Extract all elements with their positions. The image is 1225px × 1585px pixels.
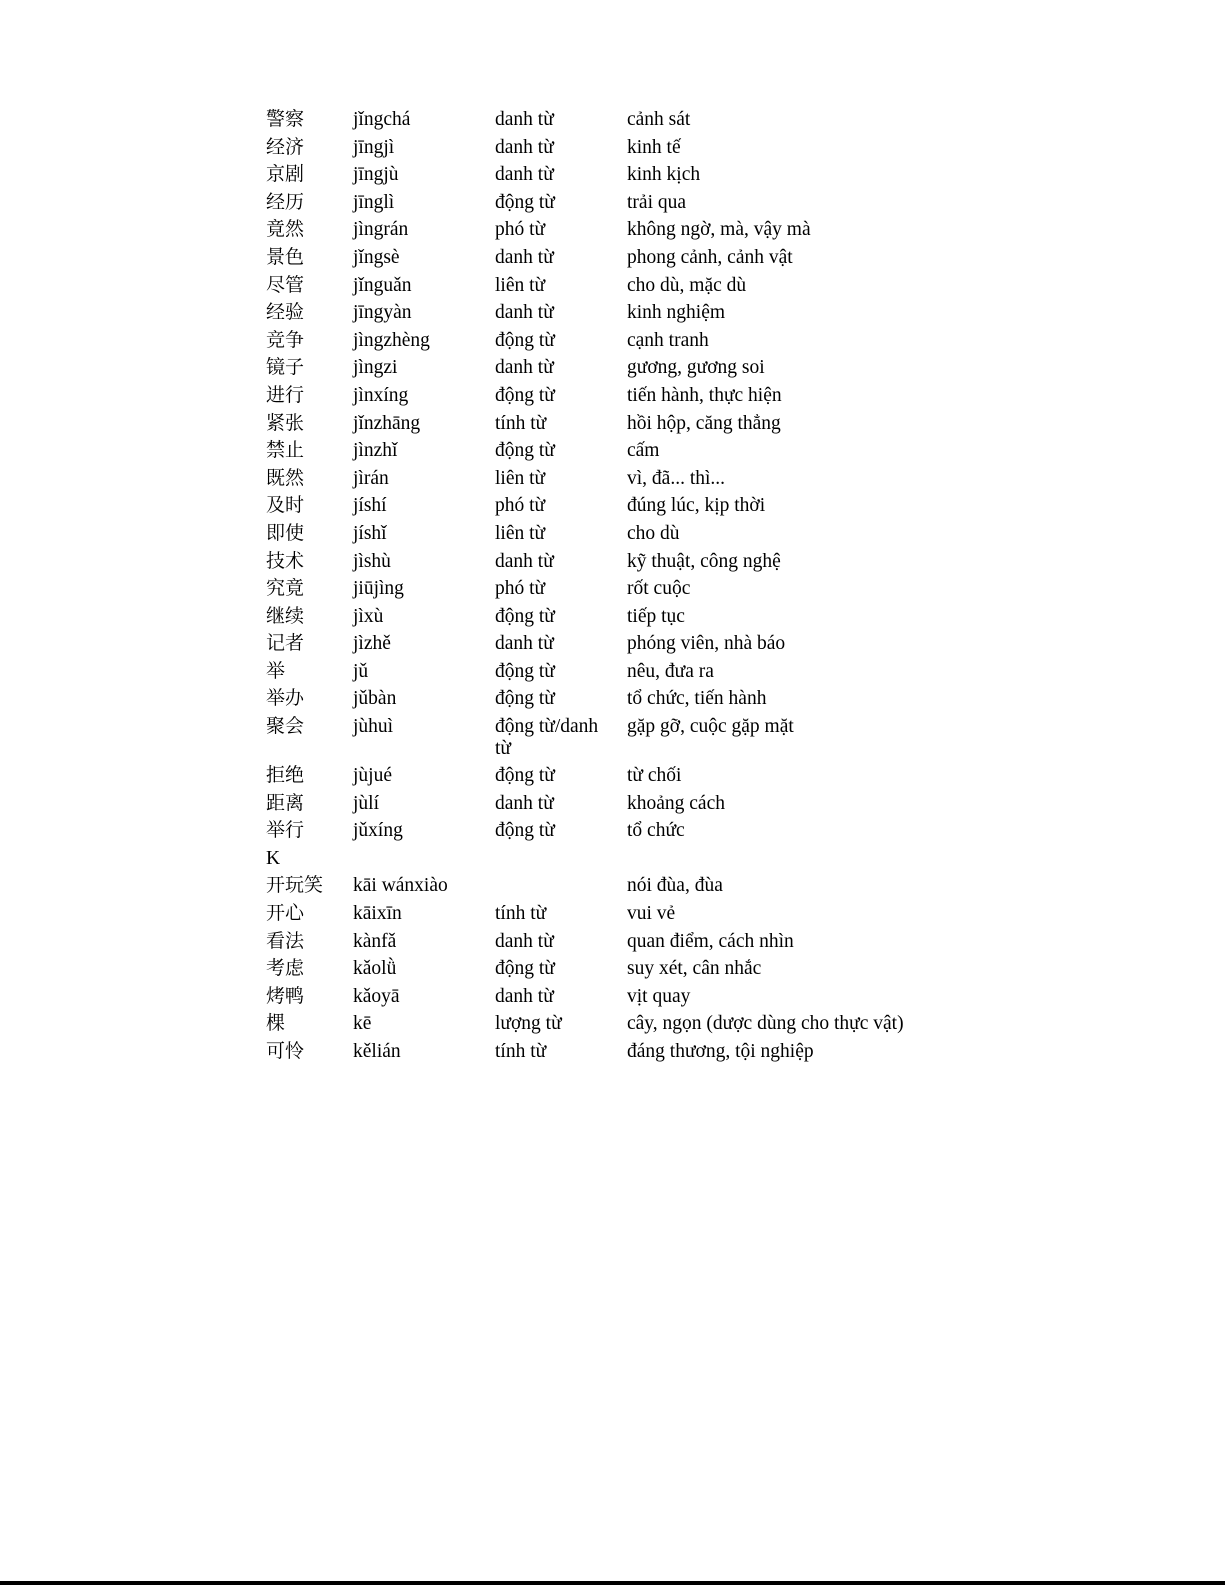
part-of-speech: danh từ [495,985,554,1007]
vocab-row [266,520,966,548]
part-of-speech: liên từ [495,522,546,544]
vocab-row [266,244,966,272]
hanzi: 继续 [266,604,305,627]
meaning: cạnh tranh [627,329,709,351]
meaning: cây, ngọn (dược dùng cho thực vật) [627,1013,904,1035]
meaning: đáng thương, tội nghiệp [627,1041,814,1062]
vocab-row [266,272,966,300]
hanzi: 经验 [266,301,305,324]
vocab-row [266,762,966,790]
part-of-speech: danh từ [495,792,554,814]
meaning: kinh kịch [627,164,701,186]
vocab-row [266,327,966,355]
meaning: trải qua [627,191,687,213]
vocab-row [266,630,966,658]
part-of-speech: động từ [495,958,555,980]
vocab-row [266,410,966,438]
vocab-row [266,106,966,134]
part-of-speech: động từ [495,329,555,351]
meaning: gương, gương soi [627,357,765,379]
hanzi: 京剧 [266,163,305,186]
vocab-row [266,189,966,217]
hanzi: 既然 [266,466,305,489]
hanzi: 技术 [266,549,305,572]
vocab-row [266,658,966,686]
hanzi: 竞争 [266,328,305,351]
part-of-speech: động từ [495,605,555,627]
part-of-speech: phó từ [495,495,546,517]
meaning: khoảng cách [627,792,725,814]
vocab-row [266,382,966,410]
hanzi: 即使 [266,521,305,544]
hanzi: 尽管 [266,273,305,296]
vocab-row [266,603,966,631]
part-of-speech: danh từ [495,136,554,158]
vocab-row [266,872,966,900]
part-of-speech: danh từ [495,357,554,379]
part-of-speech: danh từ [495,633,554,655]
vocab-row [266,790,966,818]
hanzi: 拒绝 [266,764,305,787]
pinyin: jīngjù [353,164,399,186]
pinyin: jíshǐ [353,522,387,544]
pinyin: kǎolǜ [353,958,397,980]
hanzi: 经济 [266,135,305,158]
meaning: cảnh sát [627,109,691,130]
page-bottom-border [0,1581,1225,1585]
part-of-speech: động từ [495,440,555,462]
meaning: tổ chức, tiến hành [627,688,767,710]
part-of-speech: động từ/danh từ [495,716,599,760]
pinyin: kē [353,1013,372,1035]
pinyin: kāi wánxiào [353,875,448,897]
pinyin: kànfǎ [353,930,397,952]
vocab-row [266,817,966,845]
part-of-speech: động từ [495,820,555,842]
hanzi: 举 [266,659,286,682]
meaning: vịt quay [627,985,691,1007]
meaning: tổ chức [627,820,685,842]
part-of-speech: tính từ [495,903,547,925]
vocabulary-list [266,106,966,1066]
part-of-speech: liên từ [495,467,546,489]
meaning: hồi hộp, căng thẳng [627,412,781,434]
pinyin: kǎoyā [353,985,400,1007]
part-of-speech: danh từ [495,930,554,952]
vocab-row [266,437,966,465]
hanzi: 景色 [266,245,305,268]
hanzi: 烤鸭 [266,984,305,1007]
hanzi: 镜子 [266,356,305,379]
vocab-row [266,575,966,603]
part-of-speech: động từ [495,688,555,710]
part-of-speech: danh từ [495,302,554,324]
pinyin: jìngzhèng [353,329,430,351]
hanzi: 禁止 [266,439,305,462]
pinyin: jìnzhǐ [353,440,398,462]
pinyin: jìrán [353,467,389,489]
hanzi: 开玩笑 [266,874,324,897]
meaning: gặp gỡ, cuộc gặp mặt [627,716,794,738]
meaning: tiếp tục [627,605,685,627]
part-of-speech: lượng từ [495,1013,562,1035]
pinyin: jìnxíng [353,384,409,406]
vocab-row [266,492,966,520]
hanzi: 竟然 [266,218,305,241]
meaning: phong cảnh, cảnh vật [627,246,793,268]
pinyin: jǐnguǎn [353,274,412,296]
vocab-row [266,1038,966,1066]
pinyin: jīnglì [353,191,395,213]
vocab-row [266,548,966,576]
pinyin: jìzhě [353,633,391,655]
hanzi: 考虑 [266,957,305,980]
pinyin: jìshù [353,550,391,572]
part-of-speech: liên từ [495,274,546,296]
vocab-row [266,900,966,928]
pinyin: jǔ [353,660,369,682]
pinyin: jìxù [353,605,384,627]
meaning: cấm [627,440,660,462]
pinyin: jīngjì [353,136,395,158]
hanzi: 距离 [266,791,305,814]
section-header-row [266,845,966,873]
part-of-speech: động từ [495,660,555,682]
part-of-speech: động từ [495,384,555,406]
pinyin: jùlí [353,792,380,814]
meaning: nêu, đưa ra [627,660,714,682]
part-of-speech: danh từ [495,109,554,130]
vocab-row [266,983,966,1011]
part-of-speech: phó từ [495,219,546,241]
hanzi: 看法 [266,929,305,952]
hanzi: 聚会 [266,715,305,738]
part-of-speech: động từ [495,191,555,213]
meaning: kinh nghiệm [627,302,726,324]
meaning: kỹ thuật, công nghệ [627,550,781,572]
part-of-speech: tính từ [495,412,547,434]
vocab-row [266,299,966,327]
meaning: quan điểm, cách nhìn [627,930,794,952]
meaning: cho dù, mặc dù [627,274,747,296]
meaning: vì, đã... thì... [627,467,726,489]
pinyin: jīngyàn [353,302,412,324]
hanzi: 经历 [266,190,305,213]
hanzi: 紧张 [266,411,305,434]
pinyin: jìngrán [353,219,409,241]
hanzi: 究竟 [266,577,305,600]
vocab-row [266,955,966,983]
meaning: từ chối [627,765,682,787]
section-letter: K [266,847,281,869]
hanzi: 及时 [266,494,305,517]
vocab-row [266,1010,966,1038]
vocab-row [266,134,966,162]
pinyin: kāixīn [353,903,402,925]
pinyin: jùjué [353,765,392,787]
vocab-row [266,161,966,189]
meaning: kinh tế [627,136,681,158]
meaning: suy xét, cân nhắc [627,958,762,980]
pinyin: jǔxíng [353,820,403,842]
part-of-speech: tính từ [495,1041,547,1062]
pinyin: jǐngchá [353,109,411,130]
vocab-row [266,216,966,244]
meaning: phóng viên, nhà báo [627,633,786,655]
hanzi: 进行 [266,383,305,406]
part-of-speech: động từ [495,765,555,787]
vocab-row [266,713,966,762]
meaning: nói đùa, đùa [627,875,723,897]
vocab-row [266,465,966,493]
meaning: cho dù [627,522,680,544]
vocab-row [266,928,966,956]
vocab-row [266,685,966,713]
hanzi: 开心 [266,902,305,925]
pinyin: jǐnzhāng [353,412,421,434]
pinyin: jíshí [353,495,387,517]
pinyin: jǔbàn [353,688,397,710]
meaning: vui vẻ [627,903,676,925]
hanzi: 记者 [266,632,305,655]
pinyin: jìngzi [353,357,398,379]
meaning: đúng lúc, kịp thời [627,495,766,517]
pinyin: jǐngsè [353,246,400,268]
meaning: tiến hành, thực hiện [627,384,782,406]
hanzi: 举行 [266,819,305,842]
meaning: không ngờ, mà, vậy mà [627,219,811,241]
pinyin: kělián [353,1041,401,1062]
part-of-speech: danh từ [495,164,554,186]
part-of-speech: danh từ [495,246,554,268]
part-of-speech: phó từ [495,578,546,600]
hanzi: 警察 [266,108,305,130]
pinyin: jiūjìng [353,578,404,600]
part-of-speech: danh từ [495,550,554,572]
hanzi: 可怜 [266,1040,305,1062]
hanzi: 举办 [266,687,305,710]
vocab-row [266,354,966,382]
hanzi: 棵 [266,1012,286,1035]
pinyin: jùhuì [353,716,394,738]
meaning: rốt cuộc [627,578,691,600]
